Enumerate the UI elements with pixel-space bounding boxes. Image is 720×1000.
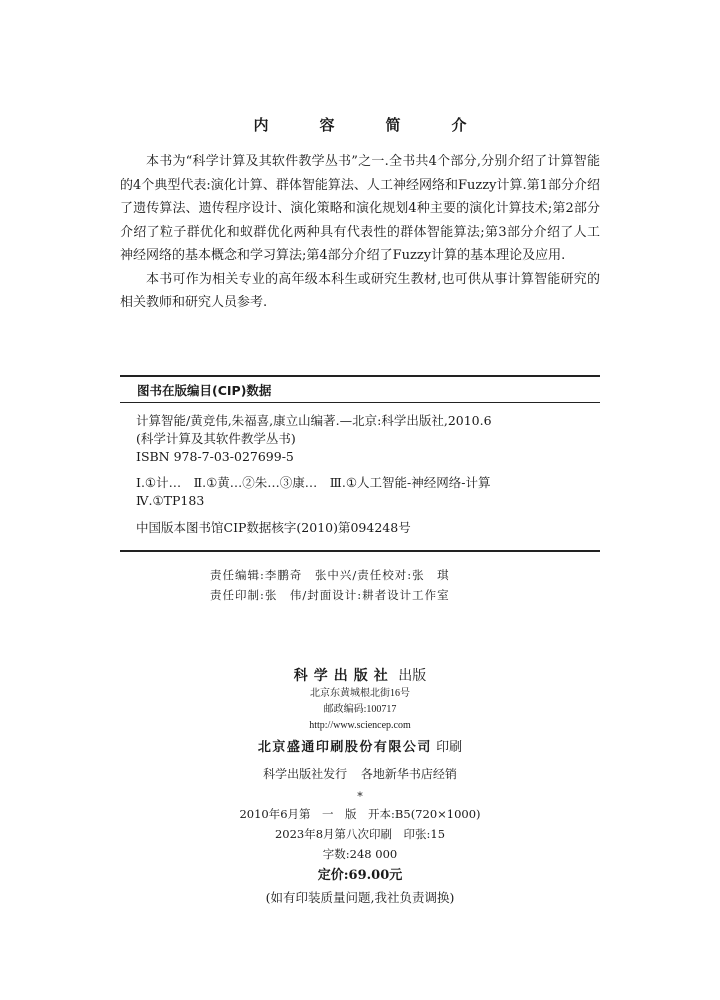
- publisher-url: http://www.sciencep.com: [309, 720, 411, 731]
- separator-star: *: [357, 790, 363, 803]
- distribution-line: [0, 764, 720, 784]
- cip-series-line: (科学计算及其软件教学丛书): [136, 431, 296, 446]
- publisher-postcode: 邮政编码:100717: [323, 704, 397, 715]
- distribution-publisher: 科学出版社发行: [263, 767, 348, 781]
- publisher-name: 科学出版社: [293, 668, 394, 684]
- printer-line: [0, 738, 720, 758]
- word-count: 字数:248 000: [322, 847, 398, 861]
- publisher-address: 北京东黄城根北街16号: [310, 688, 410, 699]
- publisher-section: [0, 666, 720, 908]
- printer-suffix: 印刷: [436, 740, 463, 755]
- summary-section: [120, 150, 600, 315]
- cip-classification-line-1: Ⅰ.①计… Ⅱ.①黄…②朱…③康… Ⅲ.①人工智能-神经网络-计算: [136, 475, 491, 490]
- cip-bottom-rule: [120, 550, 600, 552]
- edition-line: 2010年6月第 一 版 开本:B5(720×1000): [239, 807, 481, 821]
- price: 定价:69.00元: [317, 868, 403, 883]
- credits-editors: 责任编辑:李鹏奇 张中兴/责任校对:张 琪: [210, 568, 450, 582]
- cip-isbn: ISBN 978-7-03-027699-5: [136, 449, 294, 464]
- summary-paragraph-1: 本书为“科学计算及其软件教学丛书”之一.全书共4个部分,分别介绍了计算智能的4个典型代表:演化计算、群体智能算法、人工神经网络和Fuzzy计算.第1部分介绍了遗传算法、遗传程序设计、演化策略和演化规划4种主要的演化计算技术;第2部分介绍了粒子群优化和蚁群优化两种具有代表性的群体智能算法;第3部分介绍了人工神经网络的基本概念和学习算法;第4部分介绍了Fuzzy计算的基本理论及应用.: [120, 154, 600, 263]
- publisher-suffix: 出版: [398, 668, 427, 684]
- summary-paragraph-2: 本书可作为相关专业的高年级本科生或研究生教材,也可供从事计算智能研究的相关教师和研究人员参考.: [120, 271, 600, 310]
- printer-name: 北京盛通印刷股份有限公司: [257, 740, 432, 755]
- cip-record: [136, 412, 596, 537]
- cip-heading-rule: [120, 402, 600, 403]
- cip-bibliographic-line: 计算智能/黄竞伟,朱福喜,康立山编著.—北京:科学出版社,2010.6: [136, 413, 492, 428]
- cip-record-number: 中国版本图书馆CIP数据核字(2010)第094248号: [136, 520, 411, 535]
- distribution-retailer: 各地新华书店经销: [360, 767, 457, 781]
- publisher-line: [0, 666, 720, 686]
- credits-section: [210, 565, 450, 605]
- page-title: 内 容 简 介: [253, 116, 485, 134]
- print-line: 2023年8月第八次印刷 印张:15: [274, 827, 446, 841]
- cip-heading: 图书在版编目(CIP)数据: [137, 383, 272, 398]
- quality-notice: (如有印装质量问题,我社负责调换): [265, 890, 455, 905]
- credits-production: 责任印制:张 伟/封面设计:耕者设计工作室: [210, 588, 450, 602]
- cip-classification-line-2: Ⅳ.①TP183: [136, 493, 205, 508]
- cip-top-rule: [120, 375, 600, 377]
